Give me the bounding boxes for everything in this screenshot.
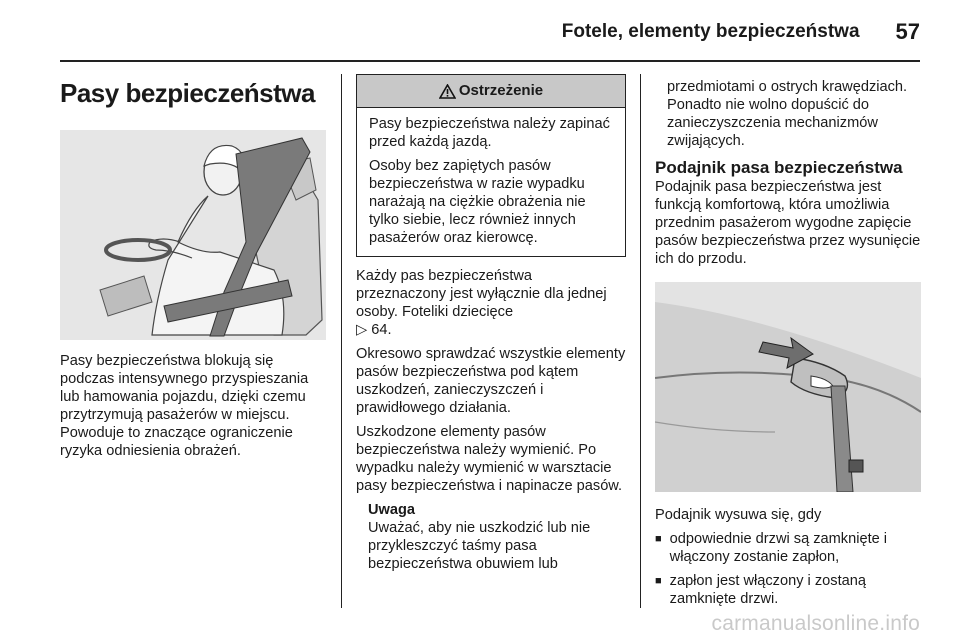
list-item-text: odpowiednie drzwi są zamknięte i włączony zostanie zapłon, <box>669 531 888 565</box>
watermark: carmanualsonline.info <box>711 612 920 635</box>
list-item-text: zapłon jest włączony i zostaną zamknięte drzwi. <box>669 573 866 607</box>
column-2 <box>356 74 626 573</box>
warning-header <box>357 75 625 108</box>
reference-arrow-icon: ▷ <box>356 322 368 338</box>
seatbelt-illustration-drawing <box>60 130 326 340</box>
bullet-square-icon: ■ <box>655 533 662 545</box>
warning-title: Ostrzeżenie <box>458 82 544 99</box>
column-1 <box>60 74 326 460</box>
column-divider <box>341 74 342 608</box>
page-reference[interactable]: 64. <box>371 322 392 338</box>
belt-presenter-illustration <box>655 282 921 492</box>
page-header-title: Fotele, elementy bezpieczeństwa <box>561 21 860 42</box>
body-paragraph <box>356 267 626 339</box>
body-text: Każdy pas bezpieczeństwa przeznaczony jest wyłącznie dla jednej osoby. Foteliki dziecięce <box>356 268 607 320</box>
header-rule <box>60 60 920 62</box>
note-block <box>356 501 626 573</box>
body-paragraph: Okresowo sprawdzać wszystkie elementy pasów bezpieczeństwa pod kątem uszkodzeń, zanieczyszczeń i prawidłowego działania. <box>356 346 626 416</box>
note-text: Uważać, aby nie uszkodzić lub nie przykleszczyć taśmy pasa bezpieczeństwa obuwiem lub <box>368 520 591 572</box>
page-number: 57 <box>895 19 920 44</box>
note-title: Uwaga <box>368 502 416 518</box>
warning-body <box>357 108 625 256</box>
section-heading: Pasy bezpieczeństwa <box>60 78 315 108</box>
belt-presenter-drawing <box>655 282 921 492</box>
warning-triangle-icon <box>439 84 456 99</box>
column-divider <box>640 74 641 608</box>
page-header <box>60 14 920 50</box>
bullet-square-icon: ■ <box>655 575 662 587</box>
warning-box <box>356 74 626 257</box>
list-item <box>655 530 921 566</box>
body-paragraph: Podajnik pasa bezpieczeństwa jest funkcją komfortową, która umożliwia przednim pasażerom wygodne zapięcie pasów bezpieczeństwa przez wysunięcie ich do przodu. <box>655 179 921 267</box>
seatbelt-illustration <box>60 130 326 340</box>
body-paragraph: Podajnik wysuwa się, gdy <box>655 507 822 523</box>
body-paragraph: Uszkodzone elementy pasów bezpieczeństwa należy wymienić. Po wypadku należy wymienić w warsztacie pasy bezpieczeństwa i napinacze pasów. <box>356 424 623 494</box>
body-paragraph: Pasy bezpieczeństwa blokują się podczas intensywnego przyspieszania lub hamowania pojazdu, dzięki czemu przytrzymują pasażerów w miejscu. Powoduje to znaczące ograniczenie ryzyka odniesienia obrażeń. <box>60 353 309 459</box>
warning-text: Pasy bezpieczeństwa należy zapinać przed każdą jazdą. <box>369 116 610 150</box>
warning-text: Osoby bez zapiętych pasów bezpieczeństwa w razie wypadku narażają na ciężkie obrażenia nie tylko siebie, lecz również innych pasażerów oraz kierowcę. <box>369 158 586 246</box>
list-item <box>655 572 921 608</box>
section-heading: Podajnik pasa bezpieczeństwa <box>655 158 903 177</box>
note-continuation: przedmiotami o ostrych krawędziach. Ponadto nie wolno dopuścić do zanieczyszczenia mechanizmów zwijających. <box>667 79 908 149</box>
column-3 <box>655 74 921 608</box>
